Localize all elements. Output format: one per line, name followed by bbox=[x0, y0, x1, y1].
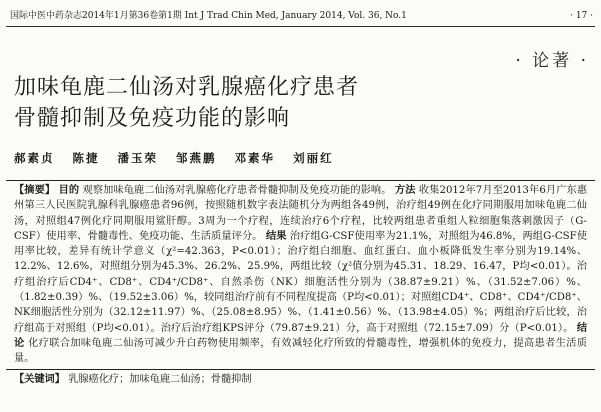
author: 邓素华 bbox=[234, 151, 276, 165]
author-list bbox=[14, 150, 346, 166]
result-text: 治疗组G-CSF使用率为21.1%，对照组为46.8%，两组G-CSF使用率比较，差异有统计学意义（χ²=42.363，P<0.01）；治疗组白细胞、血红蛋白、血小板降低发生率分别为19.14%、12.2%、12.6%，对照组分别为45.3%、26.2%、25.9%，两组比较（χ²值分别为45.31、18.29、16.47，P均<0.01）。治疗组治疗后CD4⁺、CD8⁺、CD4⁺/CD8⁺、自然杀伤（NK）细胞活性分别为（38.87±9.21）%、（31.52±7.06）%、（1.82±0.39）%、（19.52±3.06）%，较同组治疗前有不同程度提高（P均<0.01）；对照组CD4⁺、CD8⁺、CD4⁺/CD8⁺、NK细胞活性分别为（32.12±11.97）%、（25.08±8.95）%、（1.41±0.56）%、（13.98±4.05）%；两组治疗后比较，治疗组高于对照组（P均<0.01）。治疗后治疗组KPS评分（79.87±9.21）分，高于对照组（72.15±7.09）分（P<0.01）。 bbox=[14, 230, 588, 334]
author: 潘玉荣 bbox=[117, 151, 159, 165]
method-label: 方法 bbox=[394, 185, 416, 196]
abstract-body bbox=[6, 181, 595, 367]
title-line-1: 加味龟鹿二仙汤对乳腺癌化疗患者 bbox=[14, 75, 360, 100]
journal-citation: 国际中医中药杂志2014年1月第36卷第1期 Int J Trad Chin Med, January 2014, Vol. 36, No.1 bbox=[10, 11, 407, 21]
method-text: 收集2012年7月至2013年6月广东惠州第三人民医院乳腺科乳腺癌患者96例，按照随机数字表法随机分为两组各49例，治疗组49例在化疗同期服用加味龟鹿二仙汤，对照组47例化疗同期服用鲨肝醇。3周为一个疗程，连续治疗6个疗程，比较两组患者重组人粒细胞集落刺激因子（G-CSF）使用率、骨髓毒性、免疫功能、生活质量评分。 bbox=[14, 185, 588, 242]
abstract-heading: 【摘要】 bbox=[14, 184, 56, 196]
purpose-label: 目的 bbox=[58, 185, 80, 196]
author: 刘丽红 bbox=[293, 151, 334, 165]
article-title bbox=[14, 72, 359, 134]
conclusion-label: 结论 bbox=[14, 322, 588, 349]
author: 郝素贞 bbox=[14, 151, 55, 165]
result-label: 结果 bbox=[265, 230, 287, 242]
author: 陈捷 bbox=[72, 151, 100, 165]
keywords-label: 【关键词】 bbox=[14, 372, 65, 385]
keywords-row bbox=[6, 369, 595, 387]
conclusion-text: 化疗联合加味龟鹿二仙汤可减少升白药物使用频率，有效减轻化疗所致的骨髓毒性，增强机体的免疫力，提高患者生活质量。 bbox=[14, 337, 588, 365]
purpose-text: 观察加味龟鹿二仙汤对乳腺癌化疗患者骨髓抑制及免疫功能的影响。 bbox=[82, 185, 392, 196]
section-tag: · 论著 · bbox=[515, 51, 589, 71]
title-line-2: 骨髓抑制及免疫功能的影响 bbox=[14, 106, 291, 131]
abstract-block bbox=[6, 180, 595, 387]
author: 邹燕鹏 bbox=[176, 151, 217, 165]
page-number: · 17 · bbox=[570, 11, 593, 21]
running-header bbox=[6, 10, 595, 27]
keywords-text: 乳腺癌化疗；加味龟鹿二仙汤；骨髓抑制 bbox=[68, 373, 252, 385]
